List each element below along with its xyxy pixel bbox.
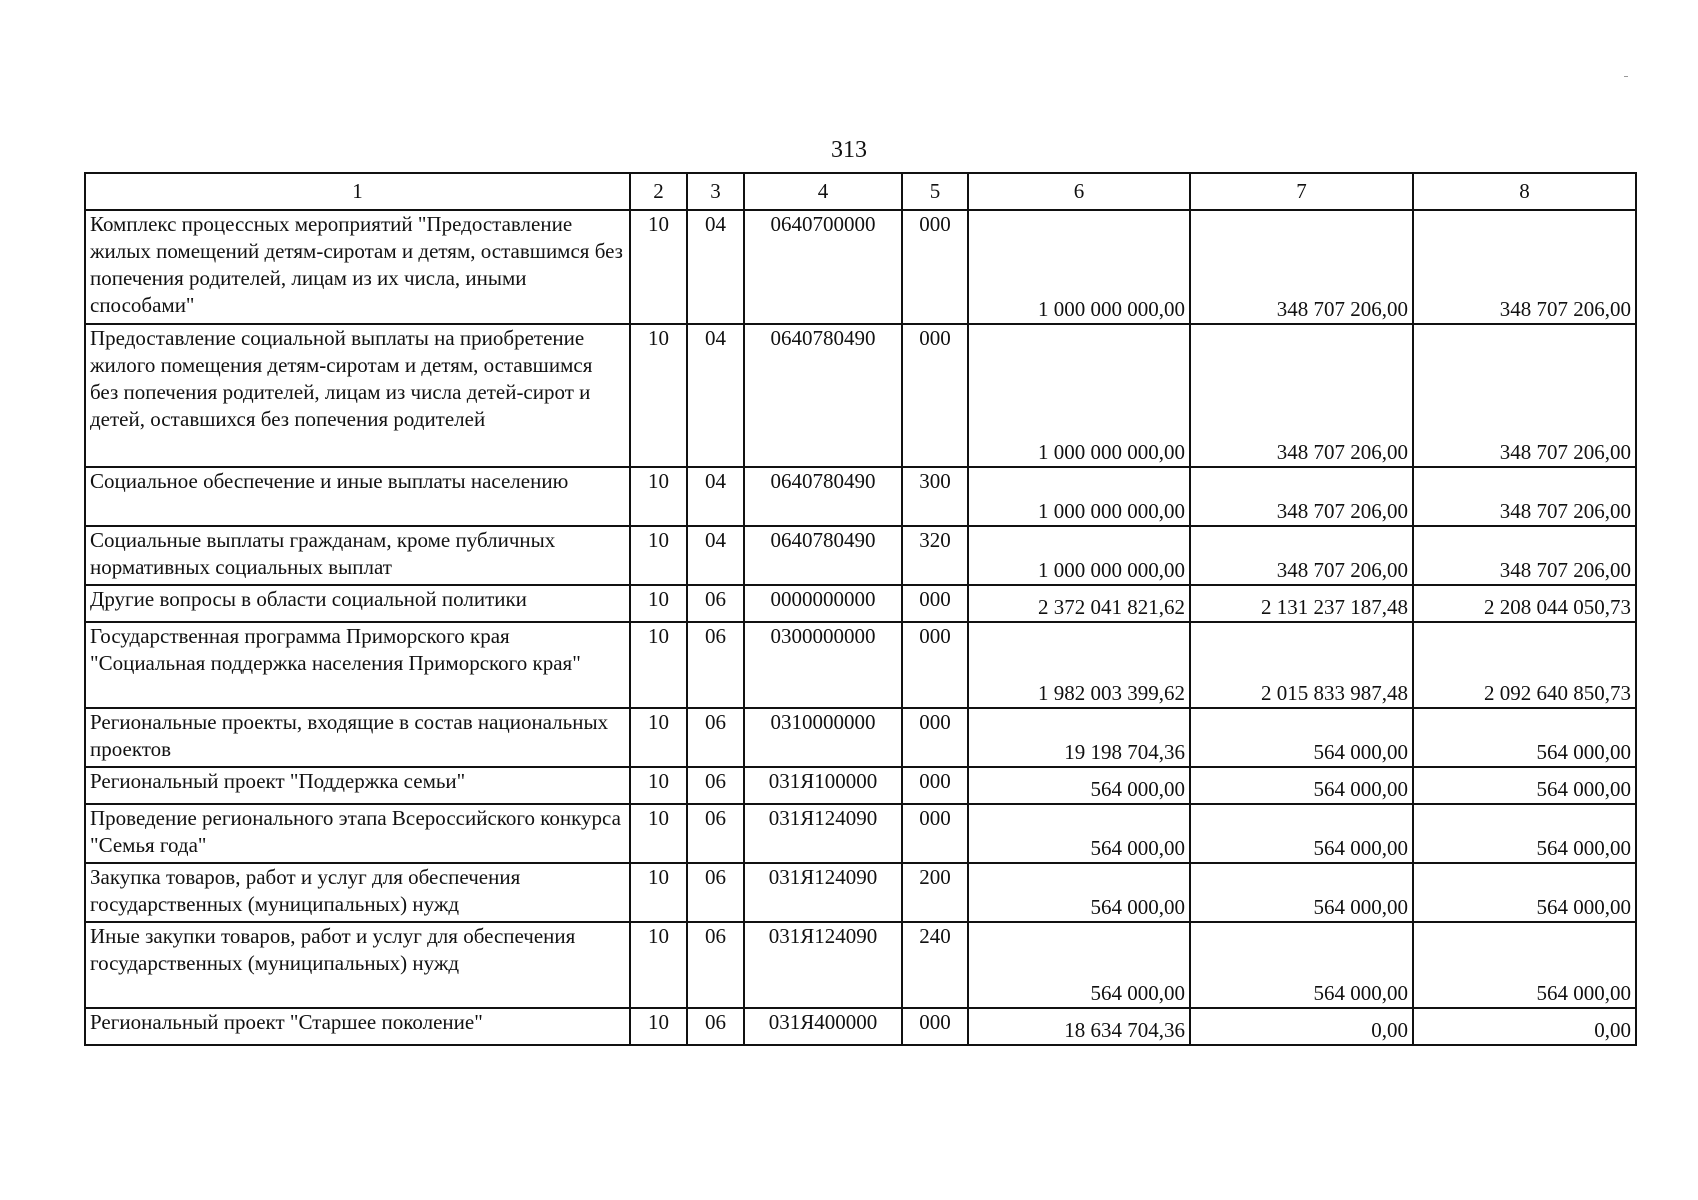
row-target-item: 031Я124090 bbox=[744, 863, 902, 922]
row-section: 10 bbox=[630, 708, 687, 767]
row-section: 10 bbox=[630, 922, 687, 1008]
row-name: Региональный проект "Поддержка семьи" bbox=[85, 767, 630, 804]
scan-speck bbox=[1624, 76, 1628, 77]
row-expense-type: 000 bbox=[902, 324, 968, 467]
row-amount-col7: 564 000,00 bbox=[1190, 804, 1413, 863]
row-amount-col8: 564 000,00 bbox=[1413, 767, 1636, 804]
row-amount-col6: 564 000,00 bbox=[968, 863, 1190, 922]
row-section: 10 bbox=[630, 526, 687, 585]
row-amount-col6: 564 000,00 bbox=[968, 804, 1190, 863]
row-amount-col8: 2 092 640 850,73 bbox=[1413, 622, 1636, 708]
row-amount-col8: 0,00 bbox=[1413, 1008, 1636, 1045]
row-amount-col6: 2 372 041 821,62 bbox=[968, 585, 1190, 622]
budget-table bbox=[84, 172, 1637, 1046]
row-name: Социальное обеспечение и иные выплаты населению bbox=[85, 467, 630, 526]
row-expense-type: 000 bbox=[902, 708, 968, 767]
header-cell-6: 6 bbox=[968, 173, 1190, 210]
row-name: Иные закупки товаров, работ и услуг для обеспечения государственных (муниципальных) нужд bbox=[85, 922, 630, 1008]
row-amount-col8: 348 707 206,00 bbox=[1413, 324, 1636, 467]
row-subsection: 06 bbox=[687, 1008, 744, 1045]
row-amount-col8: 564 000,00 bbox=[1413, 804, 1636, 863]
row-subsection: 06 bbox=[687, 585, 744, 622]
row-amount-col6: 1 000 000 000,00 bbox=[968, 210, 1190, 324]
row-amount-col7: 348 707 206,00 bbox=[1190, 210, 1413, 324]
table-row bbox=[85, 210, 1636, 324]
row-amount-col6: 18 634 704,36 bbox=[968, 1008, 1190, 1045]
table-row bbox=[85, 863, 1636, 922]
row-amount-col8: 564 000,00 bbox=[1413, 922, 1636, 1008]
row-name: Государственная программа Приморского края "Социальная поддержка населения Приморского края" bbox=[85, 622, 630, 708]
row-expense-type: 000 bbox=[902, 210, 968, 324]
row-name: Проведение регионального этапа Всероссийского конкурса "Семья года" bbox=[85, 804, 630, 863]
row-name: Другие вопросы в области социальной политики bbox=[85, 585, 630, 622]
row-name: Закупка товаров, работ и услуг для обеспечения государственных (муниципальных) нужд bbox=[85, 863, 630, 922]
row-expense-type: 000 bbox=[902, 767, 968, 804]
row-section: 10 bbox=[630, 1008, 687, 1045]
row-subsection: 06 bbox=[687, 622, 744, 708]
row-section: 10 bbox=[630, 863, 687, 922]
table-row bbox=[85, 585, 1636, 622]
row-expense-type: 320 bbox=[902, 526, 968, 585]
table-row bbox=[85, 622, 1636, 708]
row-target-item: 0640780490 bbox=[744, 324, 902, 467]
row-section: 10 bbox=[630, 210, 687, 324]
row-section: 10 bbox=[630, 767, 687, 804]
row-target-item: 0640780490 bbox=[744, 467, 902, 526]
row-amount-col7: 564 000,00 bbox=[1190, 767, 1413, 804]
row-subsection: 04 bbox=[687, 526, 744, 585]
row-target-item: 031Я400000 bbox=[744, 1008, 902, 1045]
row-amount-col6: 1 000 000 000,00 bbox=[968, 324, 1190, 467]
row-amount-col6: 19 198 704,36 bbox=[968, 708, 1190, 767]
header-cell-5: 5 bbox=[902, 173, 968, 210]
row-amount-col8: 564 000,00 bbox=[1413, 863, 1636, 922]
header-cell-1: 1 bbox=[85, 173, 630, 210]
row-target-item: 0000000000 bbox=[744, 585, 902, 622]
row-subsection: 06 bbox=[687, 708, 744, 767]
row-target-item: 0640700000 bbox=[744, 210, 902, 324]
row-section: 10 bbox=[630, 324, 687, 467]
table-row bbox=[85, 922, 1636, 1008]
row-target-item: 0300000000 bbox=[744, 622, 902, 708]
row-amount-col6: 564 000,00 bbox=[968, 922, 1190, 1008]
row-target-item: 031Я124090 bbox=[744, 804, 902, 863]
row-amount-col7: 564 000,00 bbox=[1190, 922, 1413, 1008]
row-target-item: 0310000000 bbox=[744, 708, 902, 767]
row-expense-type: 300 bbox=[902, 467, 968, 526]
row-section: 10 bbox=[630, 585, 687, 622]
row-expense-type: 200 bbox=[902, 863, 968, 922]
row-subsection: 06 bbox=[687, 863, 744, 922]
table-row bbox=[85, 526, 1636, 585]
row-amount-col6: 564 000,00 bbox=[968, 767, 1190, 804]
row-subsection: 04 bbox=[687, 467, 744, 526]
row-amount-col7: 348 707 206,00 bbox=[1190, 467, 1413, 526]
row-amount-col7: 348 707 206,00 bbox=[1190, 526, 1413, 585]
table-row bbox=[85, 467, 1636, 526]
row-amount-col7: 564 000,00 bbox=[1190, 708, 1413, 767]
row-amount-col7: 348 707 206,00 bbox=[1190, 324, 1413, 467]
row-target-item: 0640780490 bbox=[744, 526, 902, 585]
page-number: 313 bbox=[831, 137, 867, 163]
row-section: 10 bbox=[630, 622, 687, 708]
row-expense-type: 000 bbox=[902, 804, 968, 863]
row-subsection: 06 bbox=[687, 767, 744, 804]
row-subsection: 04 bbox=[687, 210, 744, 324]
row-amount-col8: 564 000,00 bbox=[1413, 708, 1636, 767]
row-name: Региональный проект "Старшее поколение" bbox=[85, 1008, 630, 1045]
header-cell-2: 2 bbox=[630, 173, 687, 210]
row-section: 10 bbox=[630, 467, 687, 526]
row-amount-col6: 1 000 000 000,00 bbox=[968, 526, 1190, 585]
row-name: Предоставление социальной выплаты на приобретение жилого помещения детям-сиротам и детям, оставшимся без попечения родителей, лицам из числа детей-сирот и детей, оставшихся без попечения родителей bbox=[85, 324, 630, 467]
row-expense-type: 000 bbox=[902, 585, 968, 622]
row-subsection: 04 bbox=[687, 324, 744, 467]
row-amount-col7: 564 000,00 bbox=[1190, 863, 1413, 922]
row-target-item: 031Я124090 bbox=[744, 922, 902, 1008]
row-amount-col6: 1 982 003 399,62 bbox=[968, 622, 1190, 708]
row-amount-col6: 1 000 000 000,00 bbox=[968, 467, 1190, 526]
table-body bbox=[85, 210, 1636, 1045]
row-name: Социальные выплаты гражданам, кроме публичных нормативных социальных выплат bbox=[85, 526, 630, 585]
row-section: 10 bbox=[630, 804, 687, 863]
row-subsection: 06 bbox=[687, 922, 744, 1008]
row-name: Комплекс процессных мероприятий "Предоставление жилых помещений детям-сиротам и детям, оставшимся без попечения родителей, лицам из их числа, иными способами" bbox=[85, 210, 630, 324]
row-amount-col7: 2 131 237 187,48 bbox=[1190, 585, 1413, 622]
row-target-item: 031Я100000 bbox=[744, 767, 902, 804]
row-subsection: 06 bbox=[687, 804, 744, 863]
row-expense-type: 000 bbox=[902, 622, 968, 708]
row-expense-type: 000 bbox=[902, 1008, 968, 1045]
row-amount-col8: 348 707 206,00 bbox=[1413, 467, 1636, 526]
table-row bbox=[85, 1008, 1636, 1045]
header-cell-4: 4 bbox=[744, 173, 902, 210]
row-amount-col7: 2 015 833 987,48 bbox=[1190, 622, 1413, 708]
header-cell-8: 8 bbox=[1413, 173, 1636, 210]
row-expense-type: 240 bbox=[902, 922, 968, 1008]
table-row bbox=[85, 804, 1636, 863]
row-amount-col8: 348 707 206,00 bbox=[1413, 526, 1636, 585]
row-amount-col8: 2 208 044 050,73 bbox=[1413, 585, 1636, 622]
row-name: Региональные проекты, входящие в состав национальных проектов bbox=[85, 708, 630, 767]
header-cell-3: 3 bbox=[687, 173, 744, 210]
header-row bbox=[85, 173, 1636, 210]
header-cell-7: 7 bbox=[1190, 173, 1413, 210]
table-row bbox=[85, 767, 1636, 804]
table-row bbox=[85, 708, 1636, 767]
table-row bbox=[85, 324, 1636, 467]
row-amount-col8: 348 707 206,00 bbox=[1413, 210, 1636, 324]
row-amount-col7: 0,00 bbox=[1190, 1008, 1413, 1045]
